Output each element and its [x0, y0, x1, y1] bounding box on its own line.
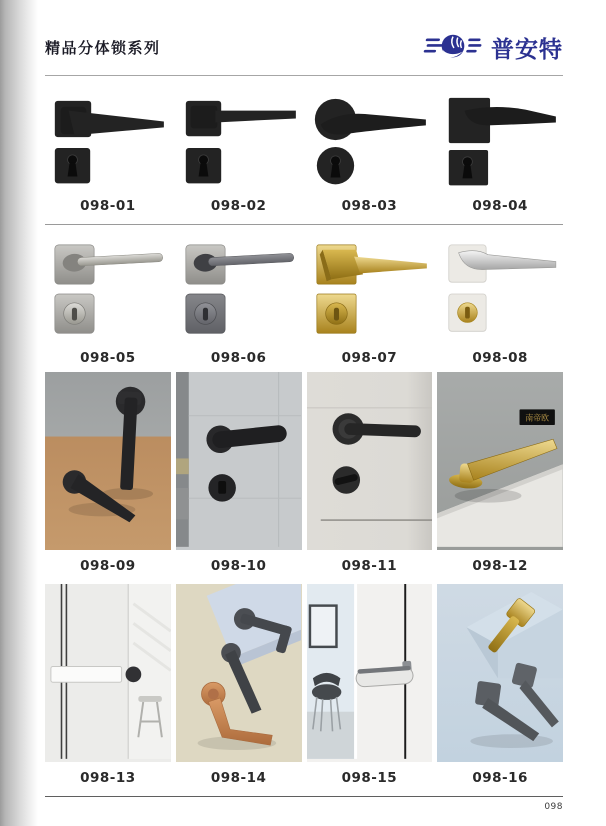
- product-code: 098-09: [80, 558, 136, 575]
- door-handle-photo: [307, 584, 433, 759]
- door-handle-image: [437, 91, 563, 193]
- door-handle-image: [307, 237, 433, 345]
- product-cell-098-03: [307, 91, 433, 215]
- product-code: 098-07: [341, 350, 398, 367]
- brand-name: 普安特: [491, 36, 563, 63]
- product-code: 098-10: [210, 558, 267, 575]
- door-handle-image: [176, 237, 302, 345]
- product-cell-098-09: [45, 372, 171, 575]
- product-row-1: [45, 91, 563, 215]
- door-handle-image: [45, 91, 171, 193]
- door-handle-photo: [45, 372, 171, 547]
- page-title: 精品分体锁系列: [45, 38, 161, 57]
- product-image-098-08: [437, 237, 563, 345]
- product-row-3: [45, 372, 563, 575]
- product-image-098-07: [307, 237, 433, 345]
- page-spine-shadow: [0, 0, 38, 826]
- product-image-098-04: [437, 91, 563, 193]
- plaque-text: 南帝欧: [525, 413, 550, 423]
- product-photo-098-12: [437, 372, 563, 550]
- product-image-098-05: [45, 237, 171, 345]
- product-photo-098-15: [307, 584, 433, 762]
- door-handle-image: [307, 91, 433, 193]
- catalog-page: [45, 0, 563, 812]
- page-header: [45, 0, 563, 67]
- copper-handle: [201, 682, 272, 745]
- product-image-098-06: [176, 237, 302, 345]
- product-cell-098-16: [437, 584, 563, 787]
- product-photo-098-09: [45, 372, 171, 550]
- product-cell-098-02: [176, 91, 302, 215]
- product-row-4: [45, 584, 563, 787]
- door-handle-photo: [437, 584, 563, 759]
- product-photo-098-13: [45, 584, 171, 762]
- product-image-098-01: [45, 91, 171, 193]
- product-photo-098-16: [437, 584, 563, 762]
- product-code: 098-16: [472, 770, 528, 787]
- product-cell-098-15: [307, 584, 433, 787]
- product-code: 098-11: [341, 558, 398, 575]
- door-handle-image: [45, 237, 171, 345]
- product-code: 098-14: [210, 770, 267, 787]
- product-photo-098-14: [176, 584, 302, 762]
- product-image-098-02: [176, 91, 302, 193]
- product-code: 098-12: [472, 558, 528, 575]
- door-handle-photo: [176, 372, 302, 547]
- door-handle-photo: [307, 372, 433, 547]
- product-code: 098-08: [472, 350, 528, 367]
- product-cell-098-07: [307, 237, 433, 367]
- door-handle-photo: [45, 584, 171, 759]
- product-image-098-03: [307, 91, 433, 193]
- product-code: 098-15: [341, 770, 398, 787]
- product-code: 098-13: [80, 770, 136, 787]
- brand-logo-icon: [422, 30, 484, 64]
- product-cell-098-06: [176, 237, 302, 367]
- product-cell-098-12: [437, 372, 563, 575]
- product-code: 098-01: [80, 198, 136, 215]
- product-cell-098-14: [176, 584, 302, 787]
- row-divider: [45, 224, 563, 225]
- product-cell-098-08: [437, 237, 563, 367]
- brand-logo: [422, 30, 563, 64]
- product-code: 098-03: [341, 198, 398, 215]
- product-code: 098-04: [472, 198, 528, 215]
- product-photo-098-10: [176, 372, 302, 550]
- product-cell-098-11: [307, 372, 433, 575]
- door-handle-photo: [437, 372, 563, 547]
- door-handle-image: [176, 91, 302, 193]
- product-cell-098-10: [176, 372, 302, 575]
- product-code: 098-02: [210, 198, 267, 215]
- product-photo-098-11: [307, 372, 433, 550]
- header-divider: [45, 75, 563, 76]
- product-row-2: [45, 237, 563, 367]
- product-cell-098-04: [437, 91, 563, 215]
- page-number: 098: [544, 802, 563, 813]
- product-code: 098-06: [210, 350, 267, 367]
- product-code: 098-05: [80, 350, 136, 367]
- door-handle-image: [437, 237, 563, 345]
- door-handle-photo: [176, 584, 302, 759]
- product-cell-098-05: [45, 237, 171, 367]
- product-cell-098-13: [45, 584, 171, 787]
- product-cell-098-01: [45, 91, 171, 215]
